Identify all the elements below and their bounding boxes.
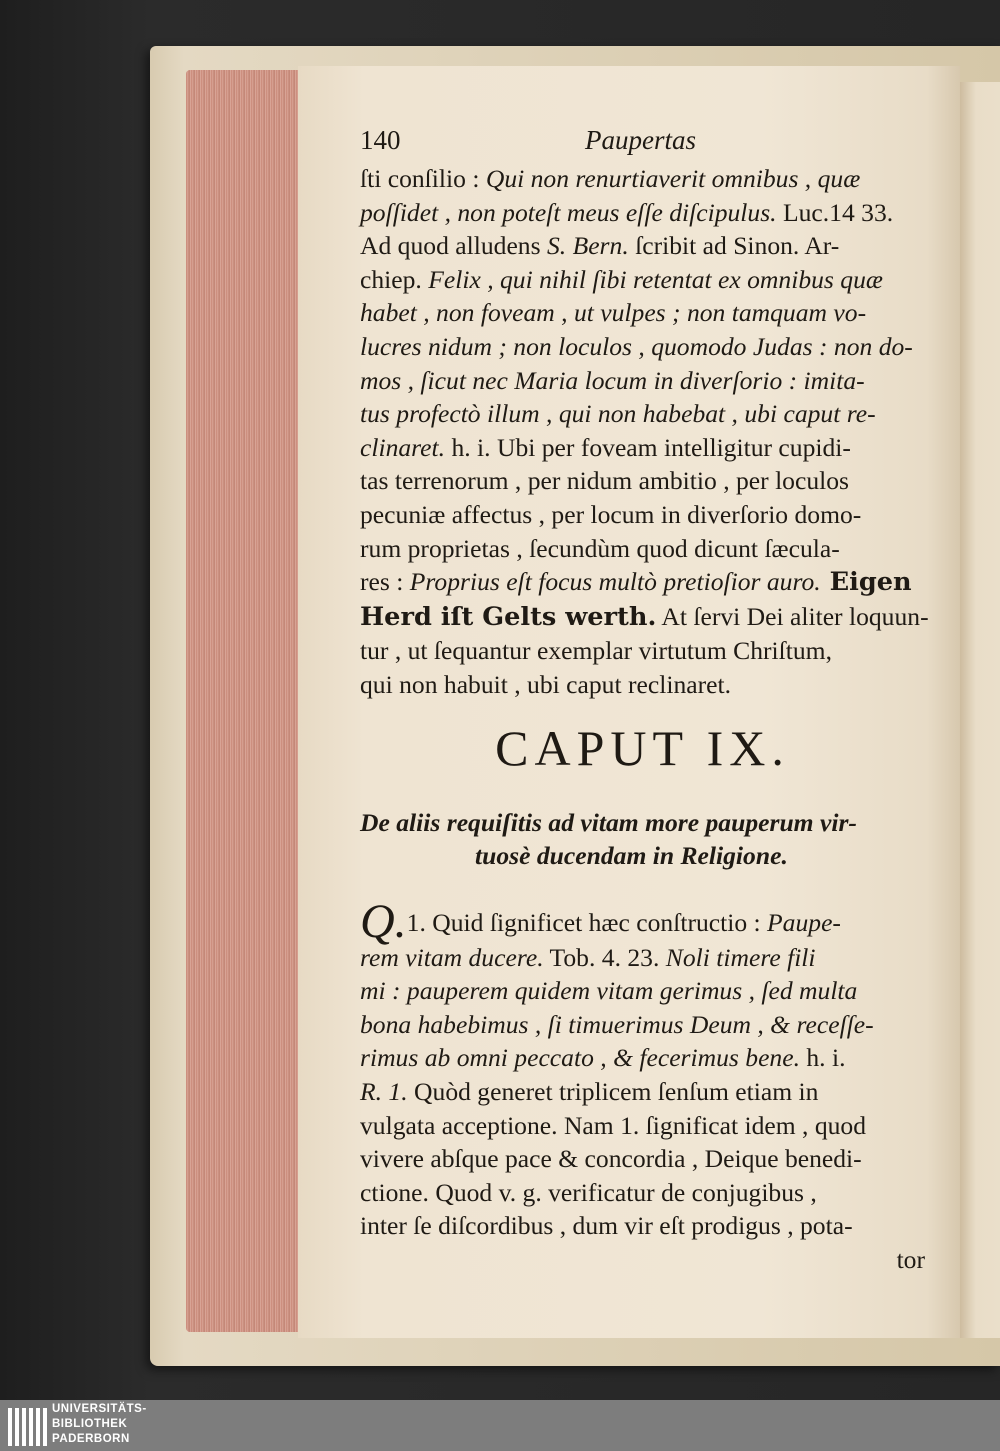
text-line (360, 894, 925, 948)
text-line (360, 162, 925, 196)
italic-text: Proprius eſt focus multò pretioſior auro. (409, 567, 821, 597)
text-line (360, 1142, 925, 1176)
page-number: 140 (360, 125, 401, 155)
italic-text: habet , non foveam , ut vulpes ; non tamquam vo- (360, 298, 867, 328)
roman-text: h. i. (799, 1043, 846, 1073)
running-head: Paupertas (585, 125, 696, 155)
library-footer (0, 1400, 1000, 1451)
answer-paragraph (360, 1075, 925, 1243)
text-line (360, 634, 925, 668)
drop-cap: Q. (360, 894, 407, 948)
roman-text: rum proprietas , ſecundùm quod dicunt ſæcula- (360, 533, 840, 563)
roman-text: res : (360, 567, 410, 597)
roman-text: Tob. 4. 23. (543, 942, 666, 972)
roman-text: At ſervi Dei aliter loquun- (656, 601, 929, 631)
text-line (360, 498, 925, 532)
text-line (360, 974, 925, 1008)
italic-text: Qui non renurtiaverit omnibus , quæ (485, 164, 861, 193)
roman-text: qui non habuit , ubi caput reclinaret. (360, 669, 731, 699)
italic-text: Felix , qui nihil ſibi retentat ex omnibus quæ (428, 264, 883, 294)
text-line (360, 1008, 925, 1042)
text-line (360, 565, 925, 600)
page-edges (186, 70, 298, 1332)
page-header (360, 124, 925, 162)
roman-text: pecuniæ affectus , per locum in diverſorio domo- (360, 499, 862, 529)
text-line (360, 532, 925, 566)
text-line (360, 1041, 925, 1075)
italic-text: Noli timere fili (665, 942, 816, 972)
blackletter-text: Eigen (820, 567, 912, 598)
roman-text: ſcribit ad Sinon. Ar- (628, 231, 840, 261)
italic-text: rem vitam ducere. (360, 942, 544, 972)
roman-text: 1. Quid ſignificet hæc conſtructio : (406, 907, 768, 937)
library-name-line: PADERBORN (52, 1433, 130, 1445)
text-line (360, 431, 925, 465)
text-line (360, 296, 925, 330)
question-paragraph (360, 894, 925, 1075)
text-line (360, 229, 925, 263)
roman-text: Quòd generet triplicem ſenſum etiam in (407, 1077, 819, 1107)
text-line (360, 364, 925, 398)
text-line (360, 1209, 925, 1243)
text-line (360, 263, 925, 297)
blackletter-text: Herd iſt Gelts werth. (360, 601, 657, 632)
roman-text: ſti conſilio : (360, 164, 486, 193)
library-name-line: BIBLIOTHEK (52, 1418, 128, 1430)
chapter-subtitle (360, 806, 925, 873)
roman-text: Ad quod alludens (360, 231, 547, 261)
roman-text: h. i. Ubi per foveam intelligitur cupidi- (445, 432, 851, 462)
italic-text: S. Bern. (546, 231, 629, 261)
italic-text: poſſidet , non poteſt meus eſſe diſcipulus. (360, 197, 777, 227)
library-name (52, 1402, 147, 1447)
italic-text: rimus ab omni peccato , & fecerimus bene. (360, 1043, 800, 1073)
facing-page-edge (960, 82, 1000, 1338)
roman-text: ctione. Quod v. g. verificatur de conjugibus , (360, 1177, 817, 1207)
text-line (360, 397, 925, 431)
italic-text: mos , ſicut nec Maria locum in diverſorio : imita- (360, 365, 865, 395)
roman-text: chiep. (360, 264, 429, 294)
roman-text: inter ſe diſcordibus , dum vir eſt prodigus , pota- (360, 1211, 853, 1241)
text-line (360, 668, 925, 702)
roman-text: vivere abſque pace & concordia , Deique benedi- (360, 1144, 862, 1174)
text-line (360, 464, 925, 498)
italic-text: mi : pauperem quidem vitam gerimus , ſed multa (360, 976, 858, 1006)
text-line (360, 1075, 925, 1109)
text-line (360, 600, 929, 635)
italic-text: bona habebimus , ſi timuerimus Deum , & receſſe- (360, 1009, 874, 1039)
catchword: tor (896, 1245, 925, 1275)
page-text (360, 124, 929, 1277)
italic-text: tus profectò illum , qui non habebat , ubi caput re- (360, 399, 876, 429)
chapter-title: CAPUT IX. (495, 719, 790, 776)
text-line (360, 330, 925, 364)
body-paragraph (360, 162, 929, 702)
roman-text: tas terrenorum , per nidum ambitio , per loculos (360, 466, 850, 496)
italic-text: R. 1. (360, 1077, 408, 1107)
italic-text: lucres nidum ; non loculos , quomodo Judas : non do- (360, 331, 913, 361)
library-logo-icon (8, 1408, 48, 1446)
roman-text: tur , ut ſequantur exemplar virtutum Chriſtum, (360, 636, 832, 666)
roman-text: Luc.14 33. (776, 197, 894, 227)
chapter-subtitle-line: tuosè ducendam in Religione. (475, 841, 788, 871)
italic-text: Paupe- (767, 907, 841, 937)
text-line (360, 196, 925, 230)
text-line (360, 1109, 925, 1143)
text-line (360, 1176, 925, 1210)
chapter-subtitle-line: De aliis requiſitis ad vitam more pauperum vir- (360, 807, 857, 837)
text-line (360, 941, 925, 975)
roman-text: vulgata acceptione. Nam 1. ſignificat idem , quod (360, 1110, 867, 1140)
italic-text: clinaret. (360, 432, 446, 462)
library-name-line: UNIVERSITÄTS- (52, 1403, 147, 1415)
